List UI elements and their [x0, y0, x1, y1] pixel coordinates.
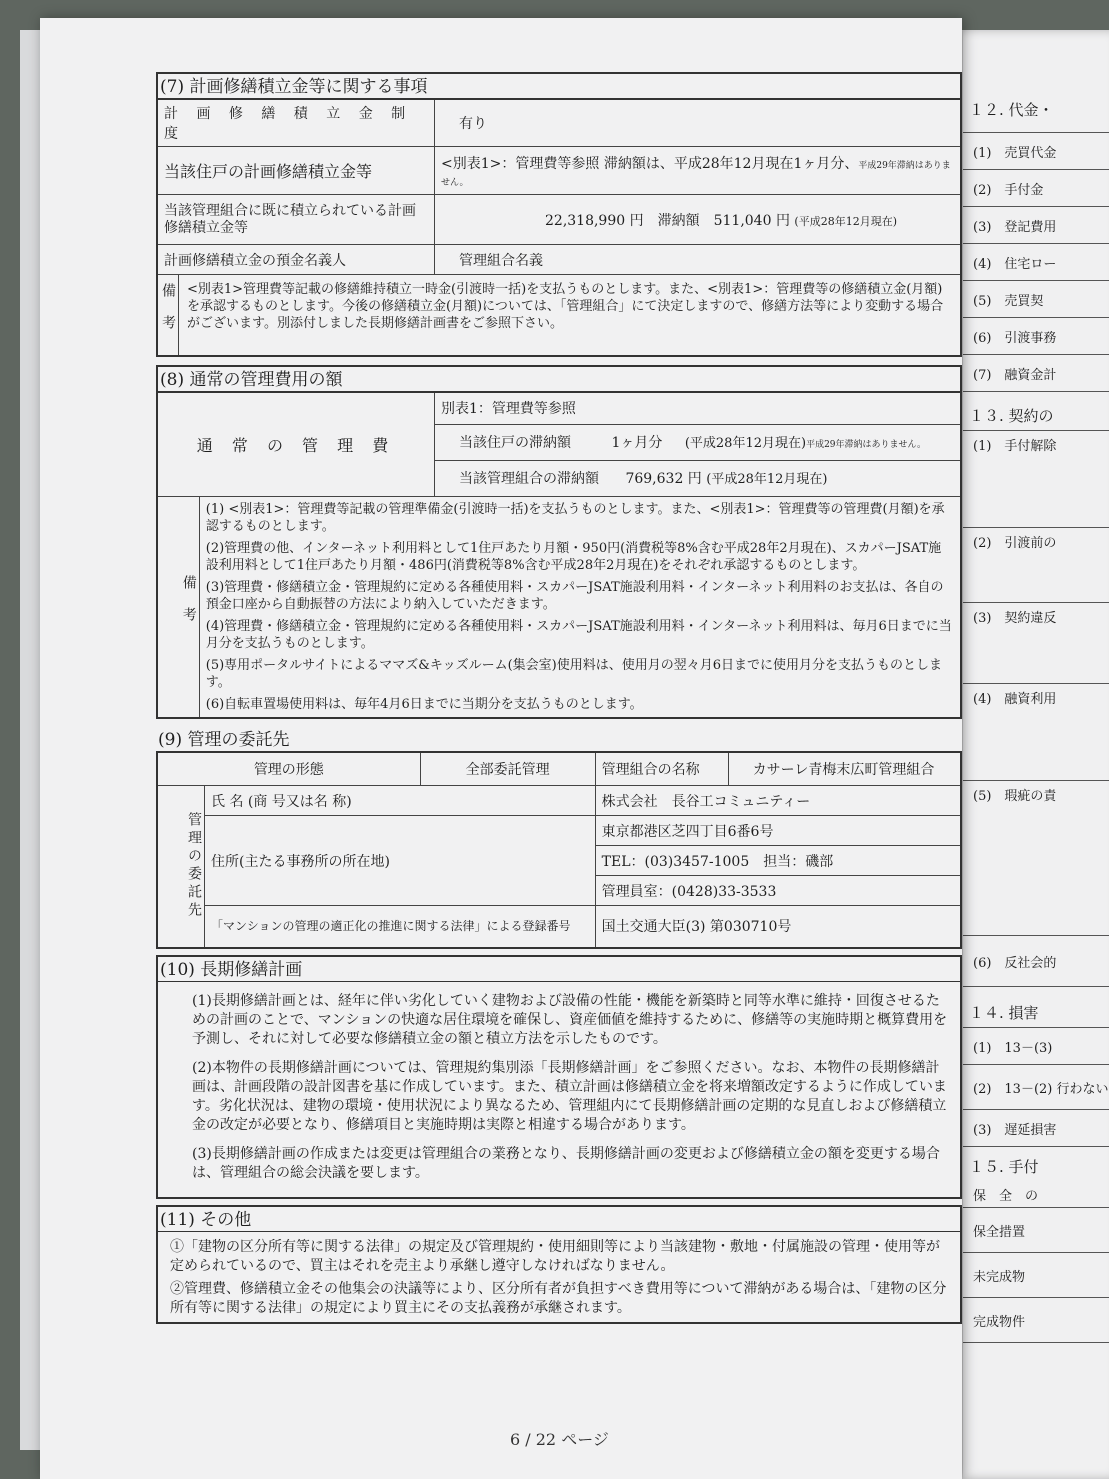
list-item: 保 全 の [963, 1181, 1109, 1208]
section-13-list [963, 430, 1109, 987]
value-cell [435, 460, 962, 496]
section-13-heading: １３. 契約の [969, 406, 1054, 425]
remarks-label: 備考 [158, 275, 179, 355]
value-text: <別表1>：管理費等参照 滞納額は、平成28年12月現在1ヶ月分、 [441, 155, 859, 172]
label-cell: 住所(主たる事務所の所在地) [205, 816, 596, 906]
section-14-heading: １４. 損害 [969, 1003, 1039, 1022]
list-item: (7) 融資金計 [963, 355, 1109, 392]
list-item: (2) 引渡前の [963, 528, 1109, 603]
remarks-row [157, 275, 961, 357]
list-item: (3) 登記費用 [963, 207, 1109, 244]
value-cell [435, 424, 962, 460]
paragraph: (1)長期修繕計画とは、経年に伴い劣化していく建物および設備の性能・機能を新築時と同等水準に維持・回復させるための計画のことで、マンションの快適な居住環境を確保し、資産価値を維持するために、修繕等の実施時期と概算費用を予測し、それに対して必要な修繕積立金の額と積立方法を示したものです。 [192, 992, 948, 1047]
list-item: (3)管理費・修繕積立金・管理規約に定める各種使用料・スカパーJSAT施設利用料・インターネット利用料のお支払は、各自の預金口座から自動振替の方法により納入していただきます。 [205, 579, 944, 612]
label-cell: 氏 名 (商 号又は名 称) [205, 786, 596, 816]
value-cell [435, 195, 962, 245]
page-number: 6 / 22 ページ [510, 1430, 609, 1449]
section-15-list [963, 1181, 1109, 1343]
list-item: (1) 手付解除 [963, 431, 1109, 528]
list-item: (6)自転車置場使用料は、毎年4月6日までに当期分を支払うものとします。 [205, 696, 643, 712]
list-item: (2)管理費の他、インターネット利用料として1住戸あたり月額・950円(消費税等8%含む平成28年2月現在)、スカパーJSAT施設利用料として1住戸あたり月額・486円(消費税等8%含む平成28年2月現在)をそれぞれ承認するものとします。 [205, 540, 942, 573]
section-9-title: (9) 管理の委託先 [158, 729, 290, 750]
section-10-title: (10) 長期修繕計画 [156, 955, 962, 981]
list-item: (3) 遅延損害 [963, 1110, 1109, 1147]
value-cell [435, 147, 962, 195]
side-label-cell [157, 786, 205, 948]
right-page [962, 30, 1109, 1479]
list-item: (5)専用ポータルサイトによるママズ&キッズルーム(集会室)使用料は、使用月の翌々月6日までに使用月分を支払うものとします。 [205, 657, 942, 690]
small-note: 平成29年滞納はありません。 [441, 160, 951, 188]
section-12-heading: １２. 代金・ [969, 100, 1054, 119]
section-10-box [156, 981, 962, 1199]
list-item: 未完成物 [963, 1253, 1109, 1298]
label-cell: 通 常 の 管 理 費 [157, 392, 435, 496]
date-note: (平成28年12月現在) [794, 214, 897, 228]
value-cell: 全部委託管理 [420, 752, 595, 786]
side-label: 管理の委託先 [186, 812, 202, 921]
list-item: (1) <別表1>：管理費等記載の管理準備金(引渡時一括)を支払うものとします。また、<別表1>：管理費等の管理費(月額)を承認するものとします。 [205, 501, 945, 534]
remarks-label: 備考 [158, 497, 200, 717]
list-item: (4) 住宅ロー [963, 244, 1109, 281]
value-text: 22,318,990 円 滞納額 511,040 円 [545, 212, 790, 229]
section-11-box [156, 1231, 962, 1324]
value-cell: 有り [435, 99, 962, 147]
section-8-title: (8) 通常の管理費用の額 [156, 365, 962, 391]
label-cell: 管理の形態 [157, 752, 420, 786]
section-12-list [963, 132, 1109, 392]
label-cell: 管理組合の名称 [595, 752, 728, 786]
list-item: (1) 13－(3) [963, 1028, 1109, 1065]
document-page [40, 18, 962, 1479]
list-item: (3) 契約違反 [963, 603, 1109, 684]
value-cell: TEL：(03)3457-1005 担当：磯部 [595, 846, 961, 876]
section-9-table [156, 751, 962, 949]
label-cell: 当該管理組合に既に積立られている計画修繕積立金等 [157, 195, 435, 245]
list-item: 完成物件 [963, 1298, 1109, 1343]
paragraph: (2)本物件の長期修繕計画については、管理規約集別添「長期修繕計画」をご参照ください。なお、本物件の長期修繕計画は、計画段階の設計図書を基に作成しています。また、積立計画は修繕積立金を将来増額改定するように作成しています。劣化状況は、建物の環境・使用状況により異なるため、管理組内にて長期修繕計画の定期的な見直しおよび修繕積立金の改定が必要となり、修繕項目と実施時期は実際と相違する場合があります。 [192, 1059, 947, 1133]
remarks-list [200, 497, 960, 717]
list-item: (5) 瑕疵の責 [963, 781, 1109, 936]
list-item: (5) 売買契 [963, 281, 1109, 318]
list-item: (4) 融資利用 [963, 684, 1109, 781]
section-7-title: (7) 計画修繕積立金等に関する事項 [156, 72, 962, 98]
paragraph: ①「建物の区分所有等に関する法律」の規定及び管理規約・使用細則等により当該建物・敷地・付属施設の管理・使用等が定められているので、買主はそれを売主より承継し遵守しなければなりません。 [170, 1238, 940, 1274]
remarks-row [157, 496, 961, 718]
label-cell: 当該住戸の計画修繕積立金等 [157, 147, 435, 195]
value-cell: 株式会社 長谷工コミュニティー [595, 786, 961, 816]
section-11-title: (11) その他 [156, 1205, 962, 1231]
value-label: 当該管理組合の滞納額 [459, 471, 599, 487]
list-item: 保全措置 [963, 1208, 1109, 1253]
remarks-text: <別表1>管理費等記載の修繕維持積立一時金(引渡時一括)を支払うものとします。また、<別表1>：管理費等の修繕積立金(月額)を承認するものとします。今後の修繕積立金(月額)については、「管理組合」にて決定しますので、修繕方法等により変動する場合がございます。別添付しました長期修繕計画書をご参照下さい。 [187, 282, 944, 331]
value-cell: カサーレ青梅末広町管理組合 [728, 752, 961, 786]
label-cell: 計 画 修 繕 積 立 金 制 度 [157, 99, 435, 147]
value-cell: 管理員室：(0428)33-3533 [595, 876, 961, 906]
list-item: (1) 売買代金 [963, 133, 1109, 170]
value-label: 当該住戸の滞納額 [459, 435, 571, 451]
value-cell: 東京都港区芝四丁目6番6号 [595, 816, 961, 846]
date-note: (平成28年12月現在) [706, 472, 828, 487]
label-cell: 「マンションの管理の適正化の推進に関する法律」による登録番号 [205, 906, 596, 948]
value-cell: 国土交通大臣(3) 第030710号 [595, 906, 961, 948]
list-item: (6) 引渡事務 [963, 318, 1109, 355]
date-note: (平成28年12月現在) [684, 436, 807, 451]
section-7-table [156, 98, 962, 357]
section-14-list [963, 1027, 1109, 1147]
value-text: 1ヶ月分 [611, 435, 663, 451]
value-text: 769,632 円 [625, 471, 702, 487]
list-item: (6) 反社会的 [963, 936, 1109, 987]
paragraph: ②管理費、修繕積立金その他集会の決議等により、区分所有者が負担すべき費用等について滞納がある場合は、「建物の区分所有等に関する法律」の規定により買主にその支払義務が承継されます。 [170, 1280, 947, 1316]
section-15-heading: １５. 手付 [969, 1157, 1039, 1176]
list-item: (2) 13－(2) 行わない [963, 1065, 1109, 1110]
paragraph: (3)長期修繕計画の作成または変更は管理組合の業務となり、長期修繕計画の変更および修繕積立金の額を変更する場合は、管理組合の総会決議を要します。 [192, 1145, 940, 1181]
page-content [156, 72, 962, 1324]
ref-cell: 別表1：管理費等参照 [435, 392, 962, 424]
value-cell: 管理組合名義 [435, 245, 962, 275]
small-note: 平成29年滞納はありません。 [806, 440, 927, 450]
section-8-table [156, 391, 962, 719]
list-item: (2) 手付金 [963, 170, 1109, 207]
list-item: (4)管理費・修繕積立金・管理規約に定める各種使用料・スカパーJSAT施設利用料・インターネット利用料は、毎月6日までに当月分を支払うものとします。 [205, 618, 952, 651]
label-cell: 計画修繕積立金の預金名義人 [157, 245, 435, 275]
